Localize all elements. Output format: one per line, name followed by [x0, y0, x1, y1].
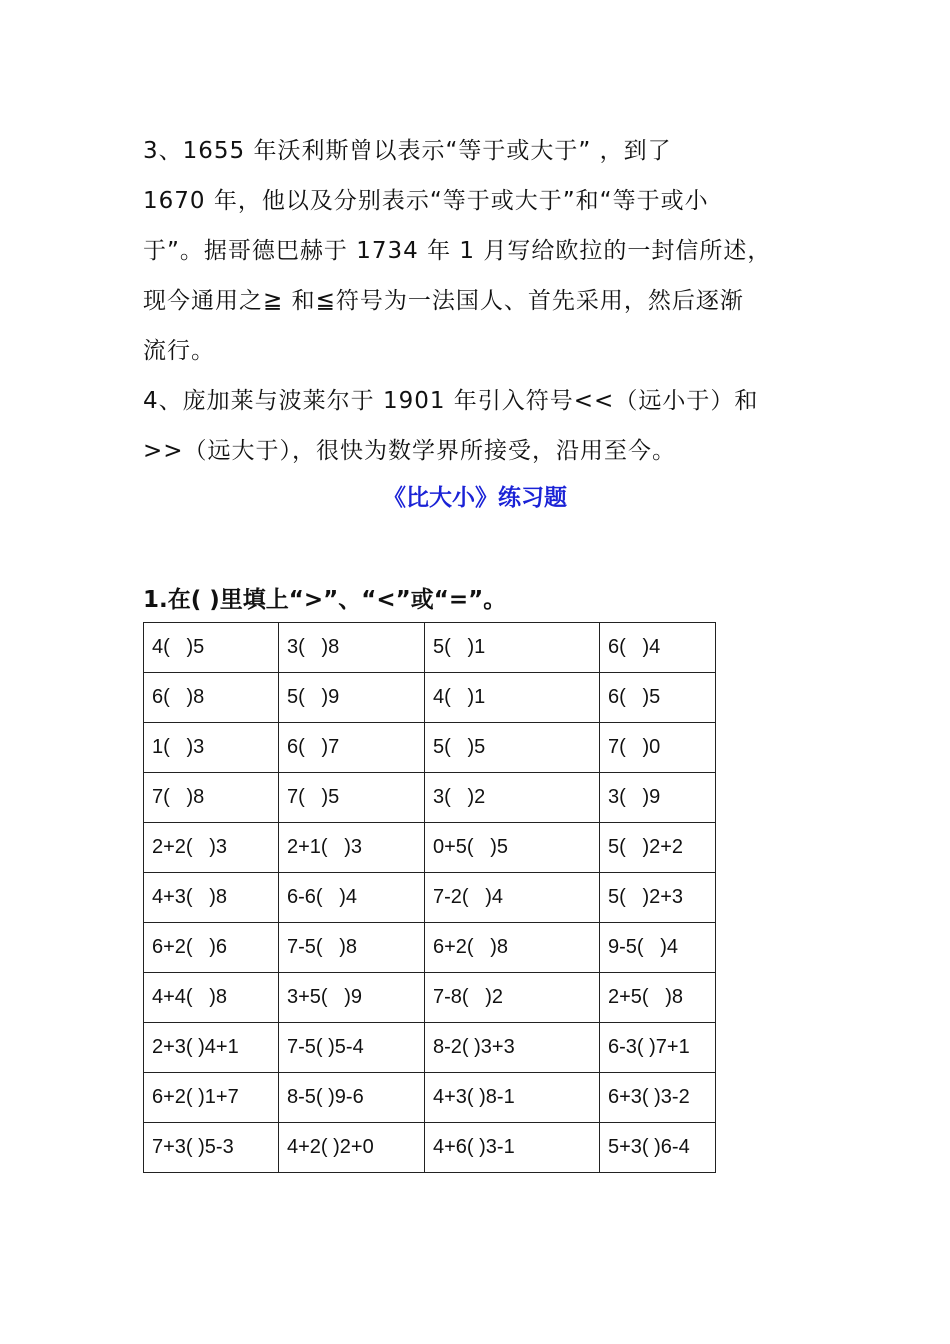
comparison-cell[interactable]: 4+2( )2+0	[279, 1123, 425, 1173]
comparison-cell[interactable]: 6( )5	[600, 673, 716, 723]
comparison-cell[interactable]: 3( )9	[600, 773, 716, 823]
comparison-cell[interactable]: 7( )8	[144, 773, 279, 823]
comparison-cell[interactable]: 8-5( )9-6	[279, 1073, 425, 1123]
comparison-cell[interactable]: 5+3( )6-4	[600, 1123, 716, 1173]
comparison-cell[interactable]: 9-5( )4	[600, 923, 716, 973]
comparison-cell[interactable]: 3( )2	[425, 773, 600, 823]
table-row	[144, 673, 716, 723]
comparison-cell[interactable]: 2+1( )3	[279, 823, 425, 873]
history-paragraphs	[143, 126, 833, 476]
comparison-cell[interactable]: 3( )8	[279, 623, 425, 673]
comparison-cell[interactable]: 6+2( )6	[144, 923, 279, 973]
comparison-cell[interactable]: 5( )1	[425, 623, 600, 673]
history-line: 现今通用之≧ 和≦符号为一法国人、首先采用，然后逐渐	[143, 288, 744, 314]
comparison-cell[interactable]: 7( )0	[600, 723, 716, 773]
comparison-cell[interactable]: 6+2( )8	[425, 923, 600, 973]
table-row	[144, 823, 716, 873]
comparison-cell[interactable]: 8-2( )3+3	[425, 1023, 600, 1073]
comparison-cell[interactable]: 5( )9	[279, 673, 425, 723]
comparison-cell[interactable]: 7-5( )5-4	[279, 1023, 425, 1073]
comparison-cell[interactable]: 5( )2+3	[600, 873, 716, 923]
table-row	[144, 1023, 716, 1073]
comparison-cell[interactable]: 6( )7	[279, 723, 425, 773]
history-line: 于”。据哥德巴赫于 1734 年 1 月写给欧拉的一封信所述，	[143, 238, 772, 264]
comparison-cell[interactable]: 5( )2+2	[600, 823, 716, 873]
history-line: >>（远大于），很快为数学界所接受，沿用至今。	[143, 438, 677, 464]
comparison-table	[143, 622, 716, 1173]
table-row	[144, 973, 716, 1023]
comparison-cell[interactable]: 6+2( )1+7	[144, 1073, 279, 1123]
comparison-cell[interactable]: 2+2( )3	[144, 823, 279, 873]
history-line: 4、庞加莱与波莱尔于 1901 年引入符号<<（远小于）和	[143, 388, 759, 414]
comparison-cell[interactable]: 6-3( )7+1	[600, 1023, 716, 1073]
comparison-cell[interactable]: 2+5( )8	[600, 973, 716, 1023]
comparison-cell[interactable]: 7+3( )5-3	[144, 1123, 279, 1173]
exercise-title: 《比大小》练习题	[383, 485, 567, 511]
comparison-cell[interactable]: 4( )1	[425, 673, 600, 723]
comparison-cell[interactable]: 7-2( )4	[425, 873, 600, 923]
table-row	[144, 873, 716, 923]
history-line: 流行。	[143, 338, 215, 364]
comparison-cell[interactable]: 2+3( )4+1	[144, 1023, 279, 1073]
comparison-cell[interactable]: 0+5( )5	[425, 823, 600, 873]
comparison-cell[interactable]: 3+5( )9	[279, 973, 425, 1023]
comparison-cell[interactable]: 6+3( )3-2	[600, 1073, 716, 1123]
question-prompt: 1.在( )里填上“>”、“<”或“=”。	[143, 587, 507, 613]
comparison-cell[interactable]: 4+3( )8-1	[425, 1073, 600, 1123]
comparison-cell[interactable]: 4+4( )8	[144, 973, 279, 1023]
comparison-cell[interactable]: 7-8( )2	[425, 973, 600, 1023]
comparison-cell[interactable]: 7( )5	[279, 773, 425, 823]
comparison-table-body	[144, 623, 716, 1173]
comparison-cell[interactable]: 4+6( )3-1	[425, 1123, 600, 1173]
table-row	[144, 1073, 716, 1123]
table-row	[144, 773, 716, 823]
comparison-cell[interactable]: 4+3( )8	[144, 873, 279, 923]
comparison-cell[interactable]: 5( )5	[425, 723, 600, 773]
table-row	[144, 923, 716, 973]
table-row	[144, 623, 716, 673]
comparison-cell[interactable]: 6( )8	[144, 673, 279, 723]
table-row	[144, 723, 716, 773]
comparison-cell[interactable]: 7-5( )8	[279, 923, 425, 973]
history-line: 1670 年，他以及分别表示“等于或大于”和“等于或小	[143, 188, 709, 214]
comparison-cell[interactable]: 1( )3	[144, 723, 279, 773]
comparison-cell[interactable]: 6-6( )4	[279, 873, 425, 923]
comparison-cell[interactable]: 6( )4	[600, 623, 716, 673]
comparison-cell[interactable]: 4( )5	[144, 623, 279, 673]
history-line: 3、1655 年沃利斯曾以表示“等于或大于” ，到了	[143, 138, 672, 164]
table-row	[144, 1123, 716, 1173]
